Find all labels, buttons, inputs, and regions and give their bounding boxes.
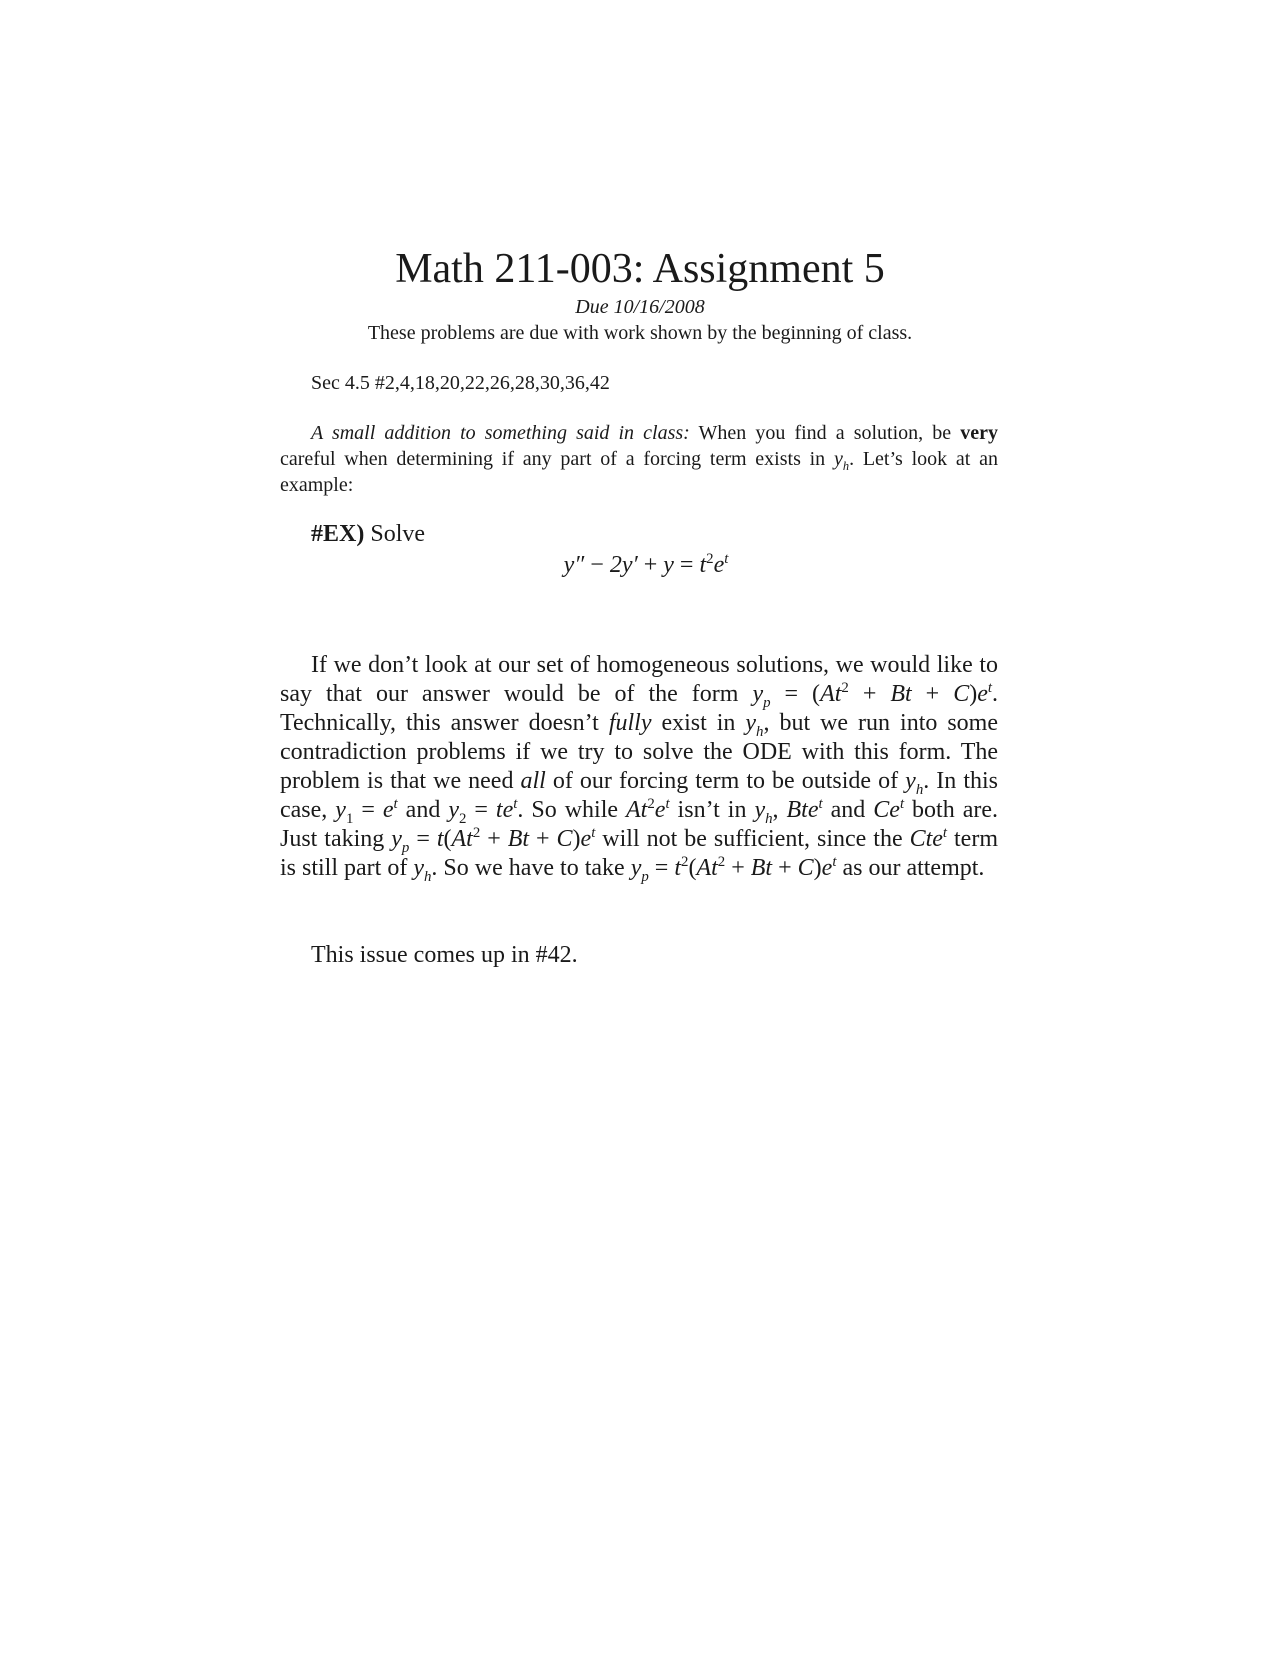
example-equation: $y'' - 2y' + y = t^2e^t$ <box>563 551 729 578</box>
addition-lead: A small addition to something said in class: <box>311 422 690 444</box>
section-problems: Sec 4.5 #2,4,18,20,22,26,28,30,36,42 <box>311 372 610 394</box>
addition-paragraph: A small addition to something said in class: When you find a solution, be very careful when determining if any part of a forcing term exists in $y_h$. Let’s look at an example: <box>280 422 999 496</box>
closing-note: This issue comes up in #42. <box>311 942 578 968</box>
explanation-paragraph: If we don’t look at our set of homogeneous solutions, we would like to say that our answer would be of the form $y_p = (At^2 + Bt + C)e^t$. Technically, this answer doesn’t fully exist in $y_h$, but we run into some contradiction problems if we try to solve the ODE with this form. The problem is that we need all of our forcing term to be outside of $y_h$. In this case, $y_1 = e^t$ and $y_2 = te^t$. So while $At^2e^t$ isn’t in $y_h$, Bte$^t$ and Ce$^t$ both are. Just taking $y_p = t(At^2 + Bt + C)e^t$ will not be sufficient, since the Cte$^t$ term is still part of $y_h$. So we have to take $y_p = t^2(At^2 + Bt + C)e^t$ as our attempt. <box>280 652 999 885</box>
example-verb: Solve <box>364 521 426 547</box>
instructions-text: These problems are due with work shown by the beginning of class. <box>367 322 913 344</box>
emphasis-very: very <box>960 422 998 444</box>
document-title: Math 211-003: Assignment 5 <box>395 246 885 292</box>
due-date: Due 10/16/2008 <box>575 296 705 318</box>
example-heading <box>311 521 425 548</box>
example-label: #EX) <box>311 521 365 547</box>
